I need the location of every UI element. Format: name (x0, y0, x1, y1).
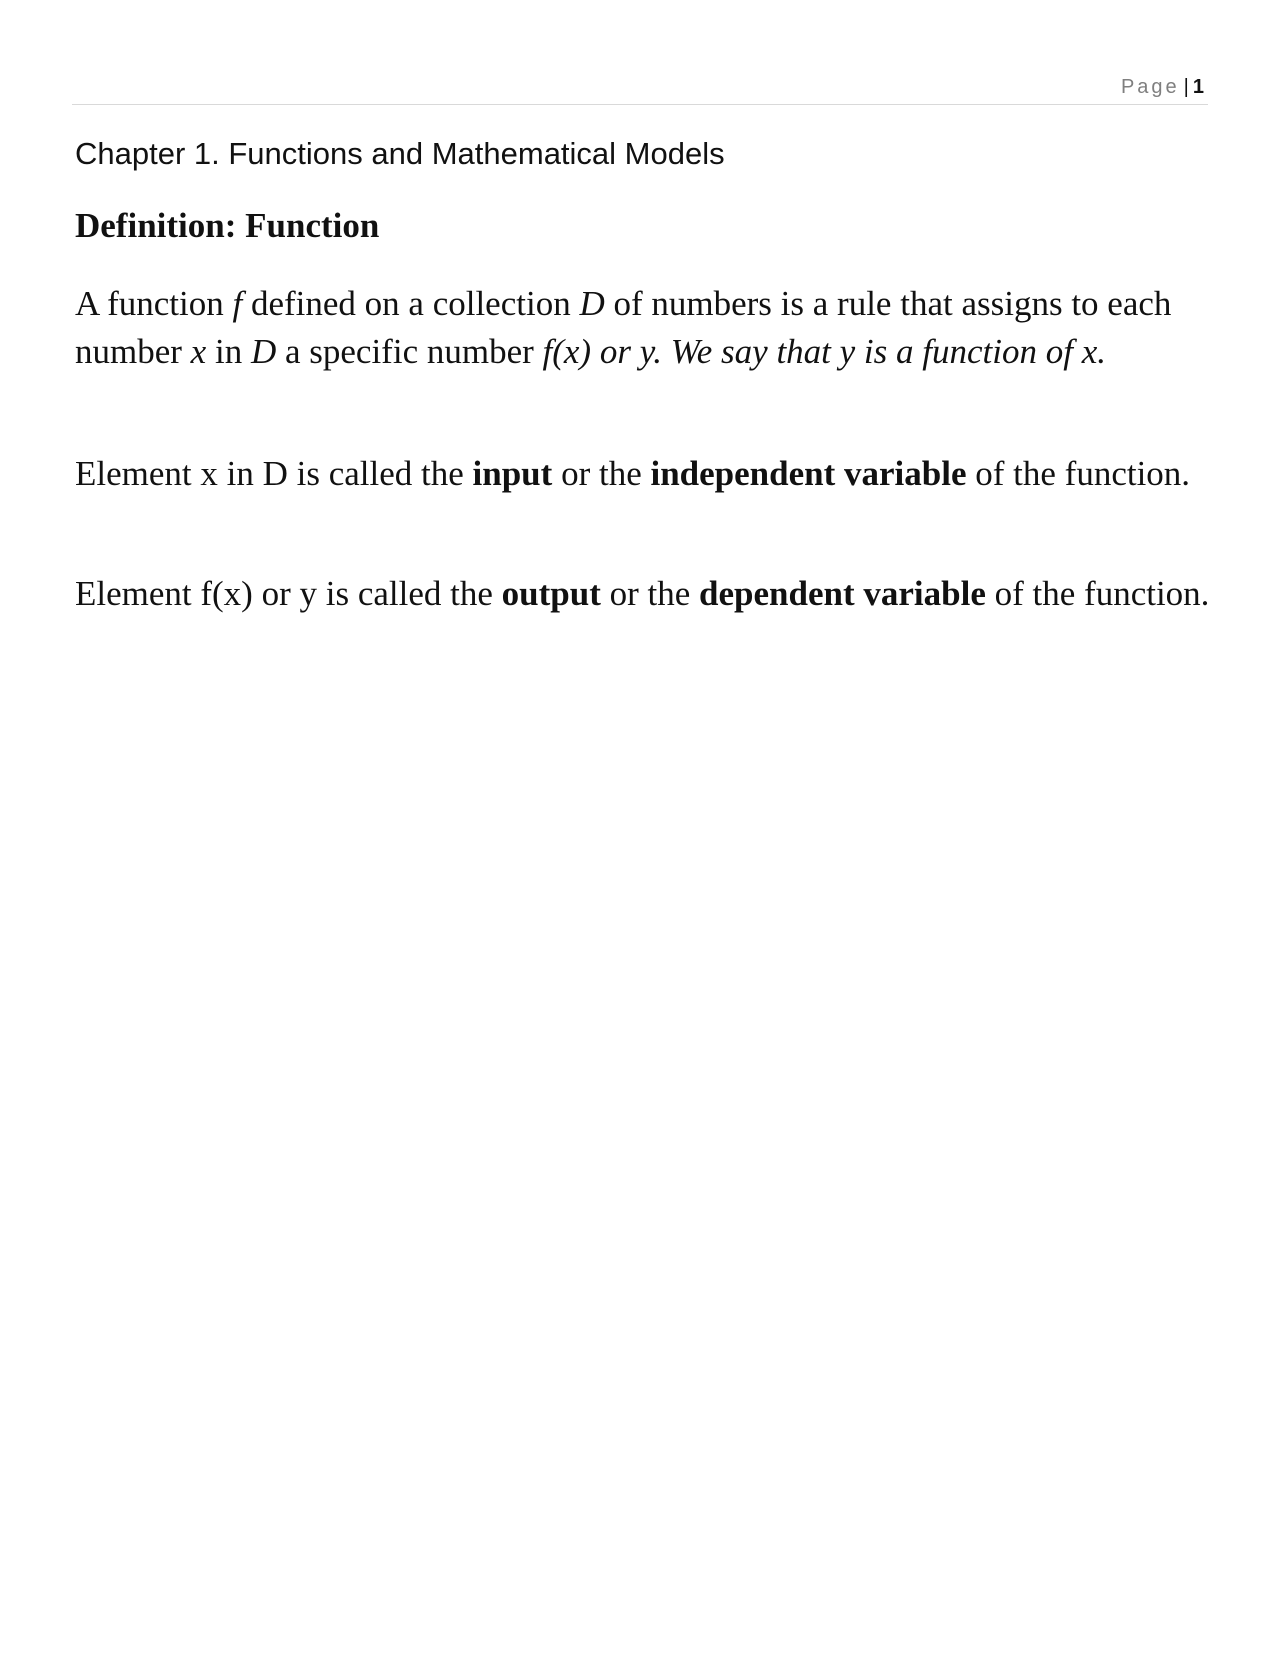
dependent-variable-term: dependent variable (699, 574, 986, 613)
page-separator: | (1183, 76, 1189, 98)
definition-italic-tail: f(x) or y. We say that y is a function of x. (542, 332, 1106, 371)
definition-text: in (206, 332, 251, 371)
input-text: or the (552, 454, 651, 493)
definition-text: a specific number (276, 332, 543, 371)
output-text: of the function. (985, 574, 1210, 613)
definition-heading: Definition: Function (75, 206, 380, 245)
input-text: of the function. (966, 454, 1191, 493)
output-paragraph (75, 570, 1210, 618)
definition-text: defined on a collection (242, 284, 580, 323)
page-header (72, 74, 1208, 105)
definition-symbol: x (190, 332, 207, 371)
definition-symbol: D (250, 332, 277, 371)
definition-symbol: D (579, 284, 605, 323)
input-term: input (472, 454, 553, 493)
definition-text: of numbers is a rule that assigns to each number (75, 284, 1172, 371)
definition-symbol: f (232, 284, 243, 323)
definition-paragraph (75, 280, 1210, 376)
page-number (1121, 76, 1204, 99)
page-number-value: 1 (1192, 76, 1204, 98)
chapter-title: Chapter 1. Functions and Mathematical Models (75, 136, 725, 171)
input-text: Element x in D is called the (75, 454, 473, 493)
independent-variable-term: independent variable (650, 454, 967, 493)
output-term: output (501, 574, 601, 613)
definition-text: A function (75, 284, 233, 323)
output-text: or the (600, 574, 700, 613)
page-label: Page (1120, 76, 1180, 98)
input-paragraph (75, 450, 1210, 498)
output-text: Element f(x) or y is called the (75, 574, 502, 613)
